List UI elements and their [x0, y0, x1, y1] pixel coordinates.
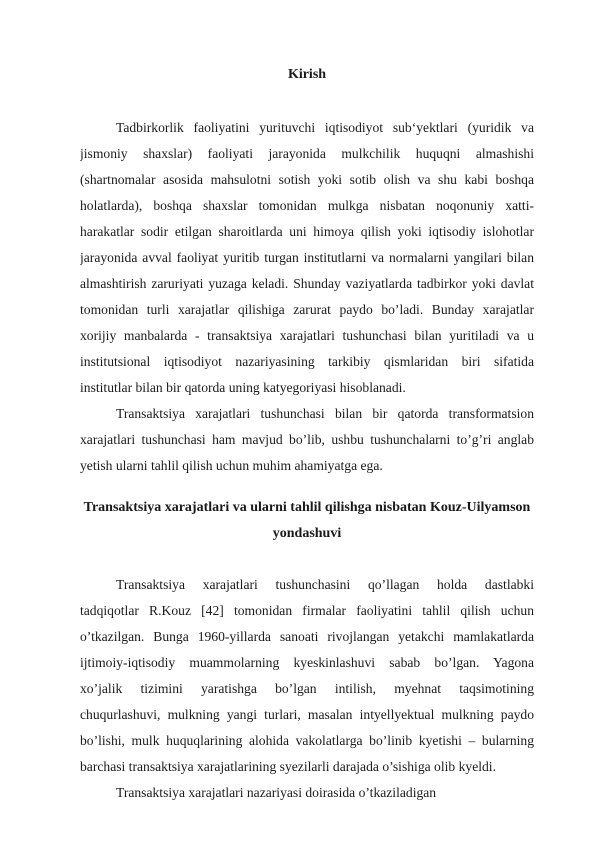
text-line: jarayonida avval faoliyat yuritib turgan institutlarni va normalarni yangilari bilan: [80, 250, 534, 265]
section-paragraph-1: [80, 572, 534, 780]
section-heading-line-2: yondashuvi: [272, 526, 342, 541]
text-line: almashtirish zaruriyati yuzaga keladi. Shunday vaziyatlarda tadbirkor yoki davlat: [80, 276, 534, 291]
text-line: (shartnomalar asosida mahsulotni sotish yoki sotib olish va shu kabi boshqa: [80, 172, 534, 187]
text-line: barchasi transaktsiya xarajatlarining syezilarli darajada o’sishiga olib kyeldi.: [80, 759, 496, 774]
text-line: tadqiqotlar R.Kouz [42] tomonidan firmalar faoliyatini tahlil qilish uchun: [80, 603, 534, 618]
intro-heading: Kirish: [287, 67, 327, 82]
text-line: Transaktsiya xarajatlari nazariyasi doirasida o’tkaziladigan: [116, 785, 437, 800]
text-line: Transaktsiya xarajatlari tushunchasini qo’llagan holda dastlabki: [116, 577, 534, 592]
text-line: institutsional iqtisodiyot nazariyasining tarkibiy qismlaridan biri sifatida: [80, 354, 534, 369]
section-heading: [80, 495, 534, 547]
text-line: institutlar bilan bir qatorda uning katyegoriyasi hisoblanadi.: [80, 380, 406, 395]
text-line: yetish ularni tahlil qilish uchun muhim ahamiyatga ega.: [80, 458, 383, 473]
text-line: Transaktsiya xarajatlari tushunchasi bilan bir qatorda transformatsion: [116, 406, 534, 421]
text-line: harakatlar sodir etilgan sharoitlarda uni himoya qilish yoki iqtisodiy islohotlar: [80, 224, 534, 239]
text-line: xorijiy manbalarda - transaktsiya xarajatlari tushunchasi bilan yuritiladi va u: [80, 328, 534, 343]
text-line: holatlarda), boshqa shaxslar tomonidan mulkga nisbatan noqonuniy xatti-: [80, 198, 534, 213]
intro-paragraph-1: [80, 115, 534, 401]
text-line: xo’jalik tizimini yaratishga bo’lgan intilish, myehnat taqsimotining: [80, 681, 534, 696]
section-paragraph-2: [80, 780, 534, 806]
text-line: o’tkazilgan. Bunga 1960-yillarda sanoati rivojlangan yetakchi mamlakatlarda: [80, 629, 534, 644]
text-line: chuqurlashuvi, mulkning yangi turlari, masalan intyellyektual mulkning paydo: [80, 707, 534, 722]
text-line: Tadbirkorlik faoliyatini yurituvchi iqtisodiyot sub‘yektlari (yuridik va: [116, 120, 534, 135]
text-line: bo’lishi, mulk huquqlarining alohida vakolatlarga bo’linib kyetishi – bularning: [80, 733, 534, 748]
section-heading-line-1: Transaktsiya xarajatlari va ularni tahlil qilishga nisbatan Kouz-Uilyamson: [83, 500, 531, 515]
text-line: ijtimoiy-iqtisodiy muammolarning kyeskinlashuvi sabab bo’lgan. Yagona: [80, 655, 534, 670]
text-line: xarajatlari tushunchasi ham mavjud bo’lib, ushbu tushunchalarni to’g’ri anglab: [80, 432, 534, 447]
text-line: tomonidan turli xarajatlar qilishiga zarurat paydo bo’ladi. Bunday xarajatlar: [80, 302, 534, 317]
text-line: jismoniy shaxslar) faoliyati jarayonida mulkchilik huquqni almashishi: [80, 146, 534, 161]
intro-paragraph-2: [80, 401, 534, 479]
